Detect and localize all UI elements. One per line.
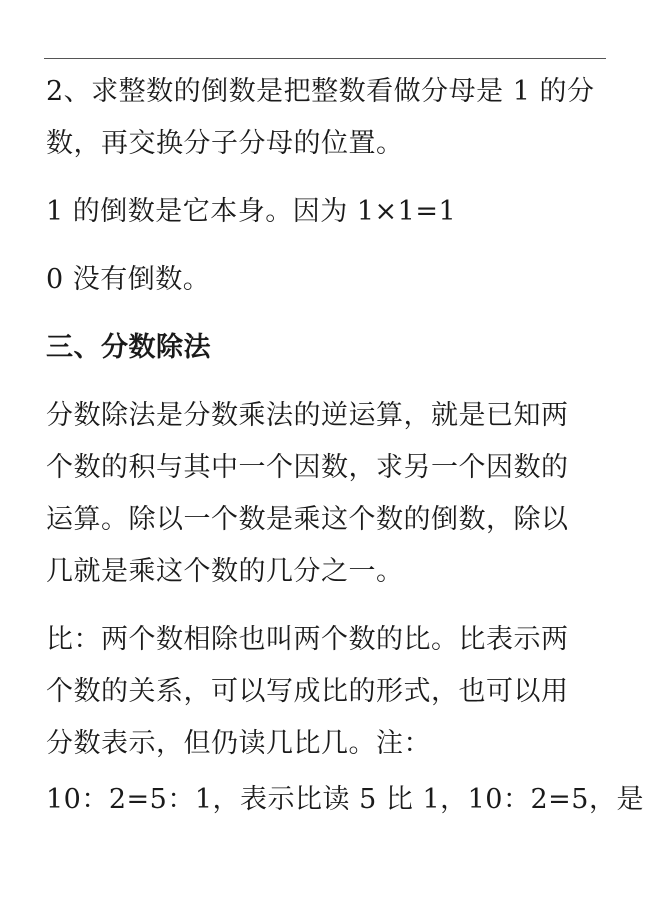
text-line: 分数表示，但仍读几比几。注： (46, 728, 431, 759)
paragraph-reciprocal-zero (46, 254, 602, 306)
text-line: 个数的积与其中一个因数，求另一个因数的 (46, 452, 569, 483)
paragraph-ratio-example (46, 774, 644, 826)
text-line: 0 没有倒数。 (46, 264, 211, 295)
text-line: 数，再交换分子分母的位置。 (46, 128, 404, 159)
section-heading: 三、分数除法 (46, 332, 211, 363)
document-body (46, 66, 644, 826)
paragraph-reciprocal-integer (46, 66, 602, 170)
paragraph-ratio (46, 614, 602, 770)
paragraph-reciprocal-one (46, 186, 602, 238)
text-line: 1 的倒数是它本身。因为 1×1=1 (46, 196, 457, 227)
text-line: 几就是乘这个数的几分之一。 (46, 556, 404, 587)
text-line: 分数除法是分数乘法的逆运算，就是已知两 (46, 400, 569, 431)
header-divider (44, 58, 606, 59)
text-line: 10：2=5：1，表示比读 5 比 1，10：2=5，是 (46, 784, 644, 815)
text-line: 运算。除以一个数是乘这个数的倒数，除以 (46, 504, 569, 535)
paragraph-fraction-division (46, 390, 602, 598)
text-line: 比：两个数相除也叫两个数的比。比表示两 (46, 624, 569, 655)
text-line: 2、求整数的倒数是把整数看做分母是 1 的分 (46, 76, 595, 107)
text-line: 个数的关系，可以写成比的形式，也可以用 (46, 676, 569, 707)
